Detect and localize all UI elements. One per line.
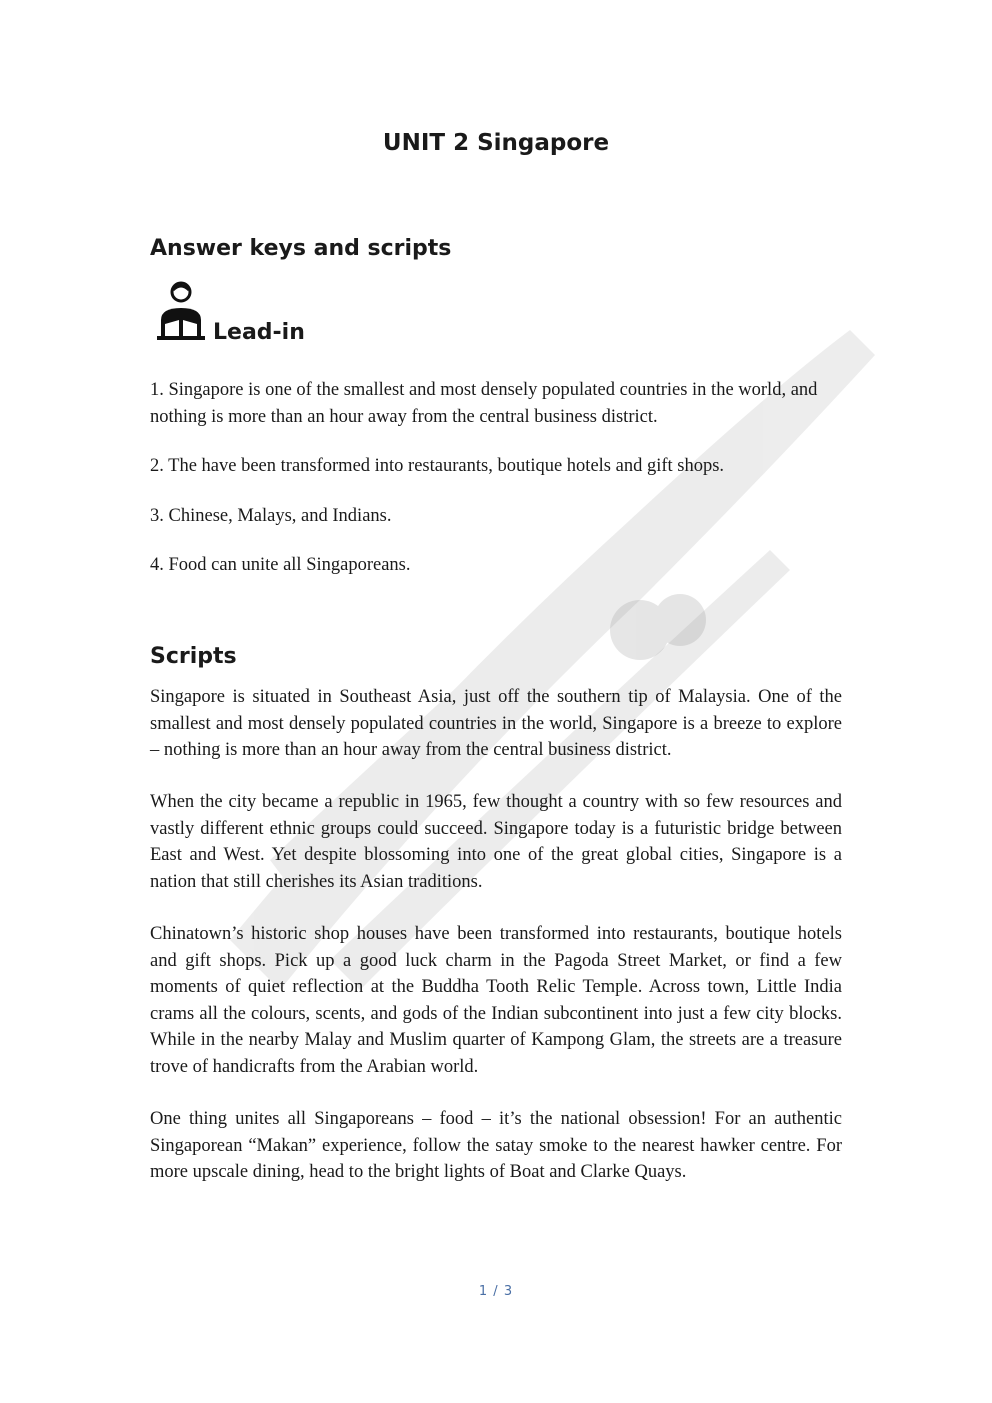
answer-item-4: 4. Food can unite all Singaporeans.: [150, 555, 411, 575]
section-heading-scripts: Scripts: [150, 644, 237, 669]
script-paragraph-2: When the city became a republic in 1965, few thought a country with so few resources and vastly different ethnic groups could succeed. Singapore today is a futuristic bridge between East and West. Yet despite blossoming into one of the great global cities, Singapore is a nation that still cherishes its Asian traditions.: [150, 792, 842, 892]
page-title: UNIT 2 Singapore: [382, 130, 610, 156]
script-paragraph-3: Chinatown’s historic shop houses have been transformed into restaurants, boutique hotels and gift shops. Pick up a good luck charm in the Pagoda Street Market, or find a few moments of quiet reflection at the Buddha Tooth Relic Temple. Across town, Little India crams all the colours, scents, and gods of the Indian subcontinent into just a few city blocks. While in the nearby Malay and Muslim quarter of Kampong Glam, the streets are a treasure trove of handicrafts from the Arabian world.: [150, 924, 842, 1077]
answer-item-1: 1. Singapore is one of the smallest and most densely populated countries in the world, and nothing is more than an hour away from the central business district.: [150, 380, 818, 427]
section-heading-lead-in: Lead-in: [213, 320, 305, 345]
page-indicator: 1 / 3: [478, 1284, 514, 1299]
script-paragraph-1: Singapore is situated in Southeast Asia, just off the southern tip of Malaysia. One of the smallest and most densely populated countries in the world, Singapore is a breeze to explore – nothing is more than an hour away from the central business district.: [150, 687, 842, 760]
reader-icon: [155, 280, 207, 344]
answer-item-2: 2. The have been transformed into restaurants, boutique hotels and gift shops.: [150, 456, 725, 476]
script-paragraph-4: One thing unites all Singaporeans – food – it’s the national obsession! For an authentic Singaporean “Makan” experience, follow the satay smoke to the nearest hawker centre. For more upscale dining, head to the bright lights of Boat and Clarke Quays.: [150, 1109, 842, 1182]
answer-item-3: 3. Chinese, Malays, and Indians.: [150, 506, 392, 526]
section-heading-answer-keys: Answer keys and scripts: [150, 236, 452, 261]
